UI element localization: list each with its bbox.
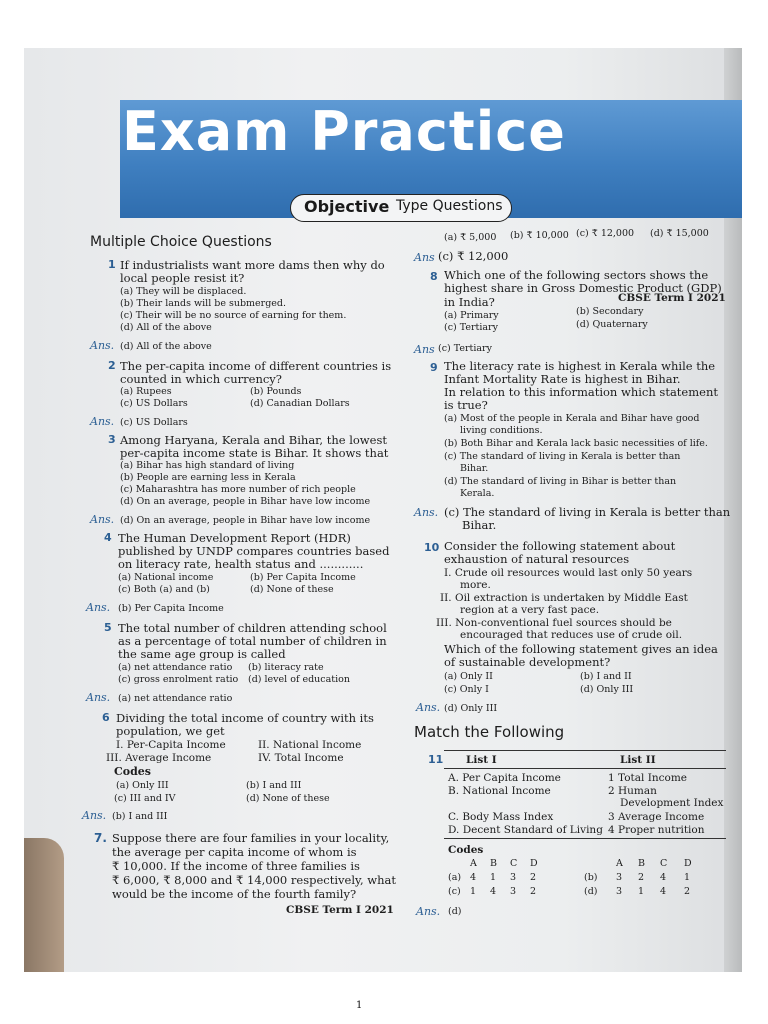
- option-d: (d) None of these: [250, 584, 334, 595]
- answer-label: Ans.: [90, 415, 115, 428]
- list-2-item-1: 1 Total Income: [608, 772, 687, 784]
- option-d-cont: Kerala.: [460, 488, 495, 499]
- option-label: (c): [448, 886, 461, 897]
- option-b: (b) People are earning less in Kerala: [120, 472, 296, 483]
- code-head: B: [490, 858, 497, 869]
- option-b: (b) Per Capita Income: [250, 572, 356, 583]
- answer-label: Ans.: [86, 691, 111, 704]
- answer-text: (c) The standard of living in Kerala is better than: [444, 505, 731, 519]
- code-value: 1: [638, 886, 645, 897]
- code-value: 2: [530, 886, 537, 897]
- answer-text: (d): [448, 906, 462, 917]
- question-text: Consider the following statement about: [444, 539, 676, 553]
- option-d: (d) Canadian Dollars: [250, 398, 350, 409]
- answer-label: Ans.: [416, 701, 441, 714]
- badge-bold-text: Objective: [304, 197, 390, 216]
- option-a: (a) Most of the people in Kerala and Bihar have good: [444, 413, 700, 424]
- option-b: (b) Both Bihar and Kerala lack basic necessities of life.: [444, 438, 708, 449]
- code-value: 3: [510, 872, 517, 883]
- code-value: 1: [684, 872, 691, 883]
- codes-label: Codes: [448, 844, 484, 856]
- option-c: (c) Only I: [444, 684, 489, 695]
- question-text: published by UNDP compares countries based: [118, 544, 390, 558]
- answer-text: (d) All of the above: [120, 341, 212, 352]
- question-text: as a percentage of total number of children in: [118, 634, 387, 648]
- question-number: 1: [108, 258, 116, 271]
- option-b: (b) ₹ 10,000: [510, 230, 569, 241]
- list-1-item-a: A. Per Capita Income: [448, 772, 561, 784]
- answer-text: (b) Per Capita Income: [118, 603, 224, 614]
- statement-3: III. Average Income: [106, 752, 212, 764]
- statement-3: III. Non-conventional fuel sources should be: [436, 617, 672, 629]
- option-d: (d) Only III: [580, 684, 634, 695]
- question-number: 7.: [94, 831, 107, 845]
- question-text: is true?: [444, 398, 488, 412]
- question-text: The per-capita income of different countries is: [120, 359, 392, 373]
- statement-4: IV. Total Income: [258, 752, 344, 764]
- question-text: Dividing the total income of country with its: [116, 711, 374, 725]
- answer-label: Ans.: [90, 513, 115, 526]
- question-number: 5: [104, 621, 112, 634]
- question-text: Suppose there are four families in your locality,: [112, 831, 390, 845]
- option-a-cont: living conditions.: [460, 425, 543, 436]
- answer-text: (c) ₹ 12,000: [438, 249, 509, 263]
- option-a: (a) Bihar has high standard of living: [120, 460, 295, 471]
- list-2-item-2: 2 Human: [608, 785, 657, 797]
- table-top-rule: [444, 750, 726, 751]
- option-c: (c) III and IV: [114, 793, 176, 804]
- code-head: A: [616, 858, 623, 869]
- question-number: 4: [104, 531, 112, 544]
- statement-1: I. Crude oil resources would last only 50 years: [444, 567, 693, 579]
- question-text: The Human Development Report (HDR): [118, 531, 351, 545]
- badge-normal-text: Type Questions: [396, 198, 503, 214]
- question-number: 8: [430, 270, 438, 283]
- code-value: 3: [616, 886, 623, 897]
- option-d: (d) ₹ 15,000: [650, 228, 709, 239]
- code-value: 1: [490, 872, 497, 883]
- question-text: per-capita income state is Bihar. It shows that: [120, 446, 389, 460]
- question-number: 10: [424, 541, 440, 554]
- statement-2-cont: region at a very fast pace.: [460, 604, 600, 616]
- answer-text: (d) On an average, people in Bihar have low income: [120, 515, 371, 526]
- code-value: 4: [470, 872, 477, 883]
- option-c: (c) Tertiary: [444, 322, 498, 333]
- option-a: (a) Only III: [116, 780, 169, 791]
- option-c: (c) Their will be no source of earning for them.: [120, 310, 347, 321]
- code-head: D: [684, 858, 692, 869]
- question-text: The literacy rate is highest in Kerala while the: [444, 359, 716, 373]
- option-a: (a) Only II: [444, 671, 493, 682]
- question-text: population, we get: [116, 724, 225, 738]
- right-column: [24, 48, 742, 972]
- code-head: D: [530, 858, 538, 869]
- option-d: (d) level of education: [248, 674, 350, 685]
- question-text: the average per capita income of whom is: [112, 845, 357, 859]
- option-a: (a) Rupees: [120, 386, 172, 397]
- code-value: 2: [684, 886, 691, 897]
- option-c: (c) US Dollars: [120, 398, 188, 409]
- source-tag: CBSE Term I 2021: [618, 292, 726, 304]
- code-value: 4: [490, 886, 497, 897]
- list-1-item-d: D. Decent Standard of Living: [448, 824, 603, 836]
- answer-text-cont: Bihar.: [462, 518, 497, 532]
- option-c: (c) Maharashtra has more number of rich people: [120, 484, 356, 495]
- statement-1: I. Per-Capita Income: [116, 739, 226, 751]
- code-value: 4: [660, 886, 667, 897]
- code-value: 2: [638, 872, 645, 883]
- question-number: 6: [102, 711, 110, 724]
- match-heading: Match the Following: [414, 723, 565, 741]
- answer-label: Ans.: [90, 339, 115, 352]
- statement-3-cont: encouraged that reduces use of crude oil.: [460, 629, 683, 641]
- option-label: (d): [584, 886, 598, 897]
- code-head: B: [638, 858, 645, 869]
- option-c: (c) The standard of living in Kerala is better than: [444, 451, 681, 462]
- answer-label: Ans.: [414, 506, 439, 519]
- question-text: Which of the following statement gives an idea: [444, 642, 718, 656]
- question-text: Among Haryana, Kerala and Bihar, the lowest: [120, 433, 387, 447]
- code-head: A: [470, 858, 477, 869]
- table-header-rule: [444, 768, 726, 769]
- list-1-item-b: B. National Income: [448, 785, 551, 797]
- option-a: (a) National income: [118, 572, 214, 583]
- question-text: on literacy rate, health status and ............: [118, 557, 364, 571]
- option-c-cont: Bihar.: [460, 463, 489, 474]
- option-label: (a): [448, 872, 462, 883]
- page-title: Exam Practice: [122, 100, 566, 163]
- option-d: (d) None of these: [246, 793, 330, 804]
- code-value: 4: [660, 872, 667, 883]
- option-b: (b) literacy rate: [248, 662, 324, 673]
- list-2-header: List II: [620, 754, 656, 766]
- option-b: (b) Their lands will be submerged.: [120, 298, 287, 309]
- answer-text: (c) US Dollars: [120, 417, 188, 428]
- page-photo: [24, 48, 742, 972]
- answer-text: (b) I and III: [112, 811, 168, 822]
- question-number: 2: [108, 359, 116, 372]
- list-2-item-3: 3 Average Income: [608, 811, 705, 823]
- question-text: of sustainable development?: [444, 655, 611, 669]
- question-number: 3: [108, 433, 116, 446]
- code-value: 3: [510, 886, 517, 897]
- option-d: (d) On an average, people in Bihar have low income: [120, 496, 371, 507]
- code-value: 3: [616, 872, 623, 883]
- option-d: (d) All of the above: [120, 322, 212, 333]
- question-text: highest share in Gross Domestic Product (GDP): [444, 281, 722, 295]
- answer-text: (d) Only III: [444, 703, 498, 714]
- question-text: If industrialists want more dams then why do: [120, 258, 385, 272]
- answer-label: Ans: [414, 343, 435, 356]
- option-c: (c) gross enrolment ratio: [118, 674, 239, 685]
- option-a: (a) net attendance ratio: [118, 662, 233, 673]
- question-text: Which one of the following sectors shows the: [444, 268, 709, 282]
- option-d: (d) Quaternary: [576, 319, 648, 330]
- question-text: local people resist it?: [120, 271, 245, 285]
- mcq-heading: Multiple Choice Questions: [90, 234, 272, 250]
- option-b: (b) I and II: [580, 671, 632, 682]
- option-a: (a) They will be displaced.: [120, 286, 247, 297]
- code-value: 2: [530, 872, 537, 883]
- answer-label: Ans.: [416, 905, 441, 918]
- code-head: C: [660, 858, 668, 869]
- answer-label: Ans: [414, 251, 435, 264]
- page-number: 1: [356, 1000, 363, 1011]
- option-label: (b): [584, 872, 598, 883]
- list-2-item-2-cont: Development Index: [620, 797, 724, 809]
- option-b: (b) Secondary: [576, 306, 644, 317]
- answer-label: Ans.: [86, 601, 111, 614]
- question-text: in India?: [444, 295, 495, 309]
- code-head: C: [510, 858, 518, 869]
- question-text: the same age group is called: [118, 647, 286, 661]
- statement-1-cont: more.: [460, 579, 491, 591]
- question-text: ₹ 6,000, ₹ 8,000 and ₹ 14,000 respectively, what: [112, 873, 397, 887]
- table-bottom-rule: [444, 838, 726, 839]
- question-text: The total number of children attending school: [118, 621, 387, 635]
- code-value: 1: [470, 886, 477, 897]
- option-b: (b) I and III: [246, 780, 302, 791]
- question-number: 9: [430, 361, 438, 374]
- question-text: ₹ 10,000. If the income of three families is: [112, 859, 360, 873]
- question-number: 11: [428, 753, 444, 766]
- statement-2: II. Oil extraction is undertaken by Middle East: [440, 592, 688, 604]
- answer-text: (c) Tertiary: [438, 343, 492, 354]
- question-text: In relation to this information which statement: [444, 385, 718, 399]
- answer-label: Ans.: [82, 809, 107, 822]
- option-b: (b) Pounds: [250, 386, 302, 397]
- answer-text: (a) net attendance ratio: [118, 693, 233, 704]
- question-text: exhaustion of natural resources: [444, 552, 630, 566]
- option-d: (d) The standard of living in Bihar is better than: [444, 476, 677, 487]
- option-a: (a) ₹ 5,000: [444, 232, 497, 243]
- list-2-item-4: 4 Proper nutrition: [608, 824, 705, 836]
- question-text: Infant Mortality Rate is highest in Bihar.: [444, 372, 681, 386]
- list-1-item-c: C. Body Mass Index: [448, 811, 554, 823]
- question-text: counted in which currency?: [120, 372, 282, 386]
- option-a: (a) Primary: [444, 310, 499, 321]
- question-text: would be the income of the fourth family?: [112, 887, 357, 901]
- option-c: (c) ₹ 12,000: [576, 228, 635, 239]
- option-c: (c) Both (a) and (b): [118, 584, 210, 595]
- list-1-header: List I: [466, 754, 497, 766]
- statement-2: II. National Income: [258, 739, 362, 751]
- source-tag: CBSE Term I 2021: [286, 904, 394, 916]
- codes-label: Codes: [114, 765, 151, 778]
